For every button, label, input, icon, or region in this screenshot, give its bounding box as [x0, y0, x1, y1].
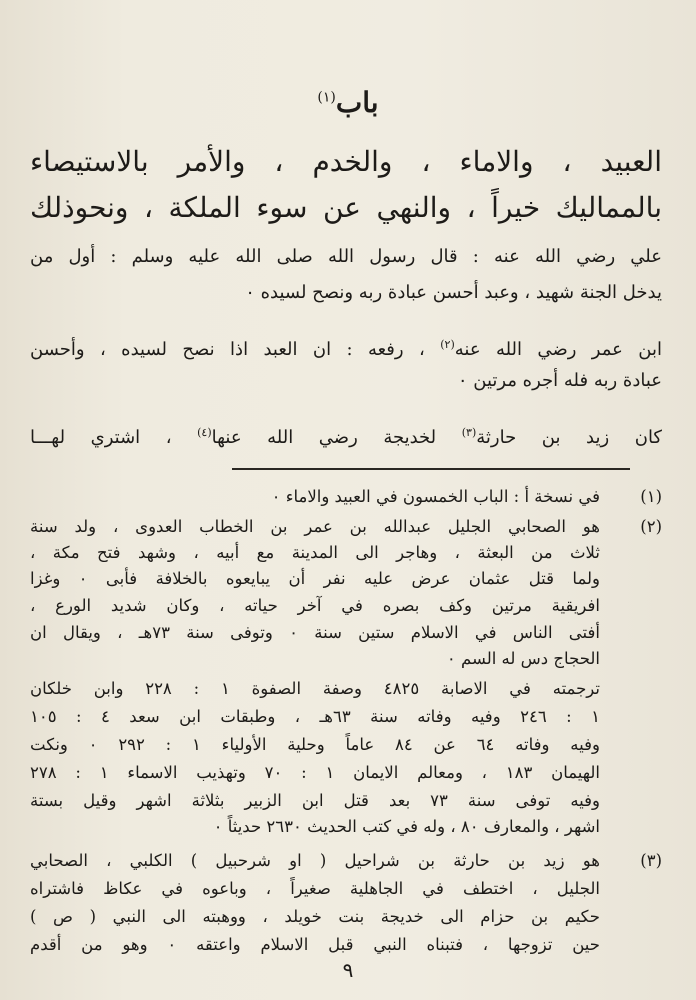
body-line: يدخل الجنة شهيد ، وعبد أحسن عبادة ربه ونصح لسيده ٠: [245, 282, 662, 303]
footnote-line: الجليل ، اختطف في الجاهلية صغيراً ، وباعوه في عكاظ فاشتراه: [30, 879, 600, 898]
footnote-line: ١ : ٢٤٦ وفيه وفاته سنة ٦٣هـ ، وطبقات ابن سعد ٤ : ١٠٥: [30, 707, 600, 726]
footnote-line: ولما قتل عثمان عرض عليه نفر أن يبايعوه بالخلافة فأبى ٠ وغزا: [30, 569, 600, 588]
footnote-line: ترجمته في الاصابة ٤٨٢٥ وصفة الصفوة ١ : ٢٢٨ وابن خلكان: [30, 679, 600, 698]
footnote-line: حكيم بن حزام الى خديجة بنت خويلد ، ووهبته الى النبي ( ص ): [30, 907, 600, 926]
footnote-number: (٢): [640, 517, 662, 536]
body-line: عبادة ربه فله أجره مرتين ٠: [457, 370, 662, 391]
footnote-ref: (٢): [440, 338, 455, 351]
chapter-title-line: العبيد ، والاماء ، والخدم ، والأمر بالاستيصاء: [30, 145, 662, 178]
chapter-note-ref: (١): [317, 89, 336, 106]
body-line: علي رضي الله عنه : قال رسول الله صلى الله عليه وسلم : أول من: [30, 246, 662, 267]
footnote-ref: (٤): [197, 426, 212, 439]
footnote-line: الهيمان ١٨٣ ، ومعالم الايمان ١ : ٧٠ وتهذيب الاسماء ١ : ٢٧٨: [30, 763, 600, 782]
footnote-line: الحجاج دس له السم ٠: [446, 649, 600, 668]
body-text-span: كان زيد بن حارثة: [476, 427, 662, 448]
footnote-line: وفيه وفاته ٦٤ عن ٨٤ عاماً وحلية الأولياء ١ : ٢٩٢ ٠ ونكت: [30, 735, 600, 754]
chapter-title-line: بالمماليك خيراً ، والنهي عن سوء الملكة ، ونحوذلك: [30, 191, 662, 224]
footnote-number: (٣): [640, 851, 662, 870]
body-text-span: لخديجة رضي الله عنها: [211, 427, 437, 448]
footnote-line: أفتى الناس في الاسلام ستين سنة ٠ وتوفى سنة ٧٣هـ ، ويقال ان: [30, 623, 600, 642]
page-number: ٩: [342, 958, 354, 982]
chapter-heading: [0, 86, 696, 119]
footnote-number: (١): [640, 487, 662, 506]
body-text-span: ابن عمر رضي الله عنه: [454, 339, 662, 360]
footnote-line: في نسخة أ : الباب الخمسون في العبيد والاماء ٠: [271, 487, 600, 506]
footnote-line: افريقية مرتين وكف بصره في آخر حياته ، وكان شديد الورع ،: [30, 596, 600, 615]
footnote-ref: (٣): [461, 426, 477, 439]
footnote-divider: [232, 468, 630, 470]
body-line: [30, 418, 662, 453]
body-text-span: ، اشتري لهـــا: [30, 427, 172, 448]
footnote-line: ثلاث من البعثة ، وهاجر الى المدينة مع أبيه ، وشهد فتح مكة ،: [30, 543, 600, 562]
body-text-span: ، رفعه : ان العبد اذا نصح لسيده ، وأحسن: [30, 339, 425, 360]
footnote-line: هو الصحابي الجليل عبدالله بن عمر بن الخطاب العدوى ، ولد سنة: [30, 517, 600, 536]
footnote-line: حين تزوجها ، فتبناه النبي قبل الاسلام واعتقه ٠ وهو من أقدم: [30, 935, 600, 954]
footnote-line: وفيه توفى سنة ٧٣ بعد قتل ابن الزبير بثلاثة اشهر وقيل بستة: [30, 791, 600, 810]
body-line: [30, 330, 662, 365]
footnote-line: هو زيد بن حارثة بن شراحيل ( او شرحبيل ) الكلبي ، الصحابي: [30, 851, 600, 870]
chapter-label: باب: [335, 86, 379, 119]
footnote-line: اشهر ، والمعارف ٨٠ ، وله في كتب الحديث ٢٦٣٠ حديثاً ٠: [213, 817, 600, 836]
